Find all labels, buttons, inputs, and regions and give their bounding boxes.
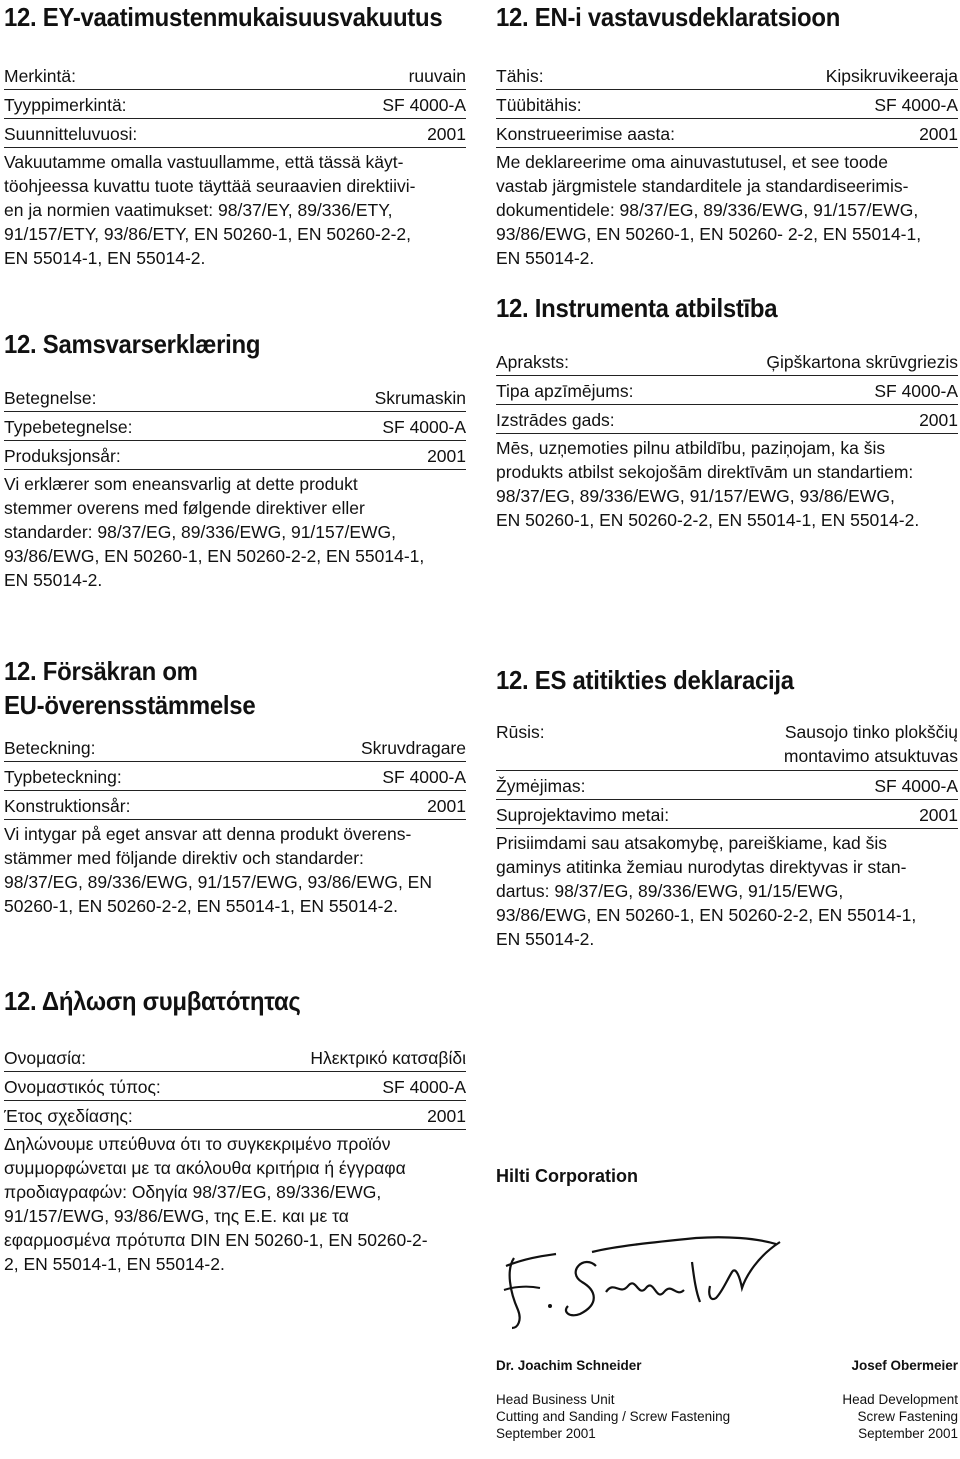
field-value: SF 4000-A xyxy=(382,417,466,437)
field-row xyxy=(496,61,958,90)
field-value: SF 4000-A xyxy=(382,767,466,787)
section-lv-statement: Mēs, uzņemoties pilnu atbildību, paziņojam, ka šis produkts atbilst sekojošām direktīvām un standartiem: 98/37/EG, 89/336/EWG, 91/157/EWG, 93/86/EWG, EN 50260-1, EN 50260-2-2, EN 55014-1, EN 55014-2. xyxy=(496,438,920,530)
field-label: Έτος σχεδίασης: xyxy=(4,1106,133,1126)
field-row xyxy=(4,1043,466,1072)
field-value: Skruvdragare xyxy=(360,738,466,758)
signer-left-name: Dr. Joachim Schneider xyxy=(496,1358,642,1373)
section-et-title: 12. EN-i vastavusdeklaratsioon xyxy=(496,2,841,32)
signer-left-details: Head Business Unit Cutting and Sanding / Screw Fastening September 2001 xyxy=(496,1392,731,1441)
field-label: Izstrādes gads: xyxy=(496,410,615,430)
section-no xyxy=(4,329,466,592)
field-value: 2001 xyxy=(427,446,466,466)
field-row xyxy=(4,733,466,762)
section-no-title: 12. Samsvarserklæring xyxy=(4,329,261,359)
field-label: Rūsis: xyxy=(496,722,545,742)
section-no-fields xyxy=(4,383,466,470)
field-value: SF 4000-A xyxy=(382,95,466,115)
field-value: Ģipškartona skrūvgriezis xyxy=(766,352,958,372)
field-label: Produksjonsår: xyxy=(4,446,121,466)
company-name: Hilti Corporation xyxy=(496,1166,638,1186)
field-label: Typebetegnelse: xyxy=(4,417,133,437)
field-row xyxy=(4,791,466,820)
field-row xyxy=(496,771,958,800)
section-fi-statement: Vakuutamme omalla vastuullamme, että tässä käyt- töohjeessa kuvattu tuote täyttää seuraavien direktiivi- en ja normien vaatimukset: 98/37/EY, 89/336/ETY, 91/157/ETY, 93/86/ETY, EN 50260-1, EN 50260-2-2, EN 55014-1, EN 55014-2. xyxy=(4,152,416,268)
section-fi xyxy=(4,2,466,270)
field-row xyxy=(496,376,958,405)
field-value: Skrumaskin xyxy=(374,388,466,408)
field-label: Tähis: xyxy=(496,66,544,86)
field-row xyxy=(496,90,958,119)
field-row xyxy=(496,119,958,148)
section-sv-fields xyxy=(4,733,466,820)
section-el-title: 12. Δήλωση συμβατότητας xyxy=(4,986,301,1016)
field-label: Typbeteckning: xyxy=(4,767,122,787)
section-lt xyxy=(496,665,958,951)
field-label: Merkintä: xyxy=(4,66,76,86)
section-no-statement: Vi erklærer som eneansvarlig at dette produkt stemmer overens med følgende direktiver eller standarder: 98/37/EG, 89/336/EWG, 91/157/EWG, 93/86/EWG, EN 50260-1, EN 50260-2-2, EN 55014-1, EN 55014-2. xyxy=(4,474,425,590)
field-value: SF 4000-A xyxy=(382,1077,466,1097)
field-row xyxy=(4,762,466,791)
field-label: Tüübitähis: xyxy=(496,95,582,115)
section-sv xyxy=(4,656,466,918)
signer-right-name: Josef Obermeier xyxy=(851,1358,958,1373)
field-label: Suunnitteluvuosi: xyxy=(4,124,138,144)
field-row xyxy=(4,90,466,119)
section-lv xyxy=(496,293,958,532)
field-label: Apraksts: xyxy=(496,352,569,372)
section-fi-title: 12. EY-vaatimustenmukaisuusvakuutus xyxy=(4,2,443,32)
field-value: ruuvain xyxy=(408,66,466,86)
field-row xyxy=(4,1072,466,1101)
section-lt-fields xyxy=(496,717,958,829)
signature-schneider xyxy=(496,1232,786,1332)
section-et-fields xyxy=(496,61,958,148)
section-sv-statement: Vi intygar på eget ansvar att denna produkt överens- stämmer med följande direktiv och standarder: 98/37/EG, 89/336/EWG, 91/157/EWG, 93/86/EWG, EN 50260-1, EN 50260-2-2, EN 55014-1, EN 55014-2. xyxy=(4,824,432,916)
section-sv-title-line1: 12. Försäkran om xyxy=(4,656,198,686)
field-row xyxy=(496,800,958,829)
field-label: Ονομαστικός τύπος: xyxy=(4,1077,161,1097)
section-el xyxy=(4,986,466,1276)
field-value: 2001 xyxy=(427,124,466,144)
field-row xyxy=(496,405,958,434)
section-et-statement: Me deklareerime oma ainuvastutusel, et see toode vastab järgmistele standarditele ja standardiseerimis- dokumentidele: 98/37/EG, 89/336/EWG, 91/157/EWG, 93/86/EWG, EN 50260-1, EN 50260- 2-2, EN 55014-1, EN 55014-2. xyxy=(496,152,922,268)
field-value: SF 4000-A xyxy=(874,381,958,401)
section-lt-statement: Prisiimdami sau atsakomybę, pareiškiame, kad šis gaminys atitinka žemiau nurodytas direktyvas ir stan- dartus: 98/37/EG, 89/336/EWG, 91/15/EWG, 93/86/EWG, EN 50260-1, EN 50260-2-2, EN 55014-1, EN 55014-2. xyxy=(496,833,917,949)
field-value: 2001 xyxy=(427,1106,466,1126)
field-value: Sausojo tinko plokščių montavimo atsuktuvas xyxy=(783,722,958,766)
field-label: Betegnelse: xyxy=(4,388,97,408)
field-label: Suprojektavimo metai: xyxy=(496,805,670,825)
section-sv-title-line2: EU-överensstämmelse xyxy=(4,690,256,720)
signature-right-block xyxy=(756,1340,958,1459)
field-row xyxy=(496,347,958,376)
section-el-fields xyxy=(4,1043,466,1130)
field-row xyxy=(4,441,466,470)
field-label: Konstruktionsår: xyxy=(4,796,131,816)
field-row xyxy=(4,412,466,441)
section-lv-title: 12. Instrumenta atbilstība xyxy=(496,293,778,323)
field-label: Tipa apzīmējums: xyxy=(496,381,634,401)
field-row xyxy=(4,383,466,412)
section-fi-fields xyxy=(4,61,466,148)
field-label: Žymėjimas: xyxy=(496,776,586,796)
field-value: Ηλεκτρικό κατσαβίδι xyxy=(310,1048,466,1068)
section-lv-fields xyxy=(496,347,958,434)
section-et xyxy=(496,2,958,270)
field-value: 2001 xyxy=(919,124,958,144)
field-row xyxy=(496,717,958,771)
field-value: SF 4000-A xyxy=(874,776,958,796)
field-value: 2001 xyxy=(919,410,958,430)
field-value: SF 4000-A xyxy=(874,95,958,115)
field-label: Beteckning: xyxy=(4,738,96,758)
field-row xyxy=(4,61,466,90)
field-row xyxy=(4,119,466,148)
field-value: 2001 xyxy=(919,805,958,825)
field-label: Ονομασία: xyxy=(4,1048,86,1068)
field-value: Kipsikruvikeeraja xyxy=(825,66,958,86)
field-row xyxy=(4,1101,466,1130)
signer-right-details: Head Development Screw Fastening September 2001 xyxy=(842,1392,958,1441)
section-lt-title: 12. ES atitikties deklaracija xyxy=(496,665,794,695)
signature-left-block xyxy=(496,1340,756,1459)
field-label: Konstrueerimise aasta: xyxy=(496,124,675,144)
field-value: 2001 xyxy=(427,796,466,816)
section-el-statement: Δηλώνουμε υπεύθυνα ότι το συγκεκριμένο προϊόν συμμορφώνεται με τα ακόλουθα κριτήρια ή έγγραφα προδιαγραφών: Οδηγία 98/37/EG, 89/336/EWG, 91/157/EWG, 93/86/EWG, της Ε.Ε. και με τα εφαρμοσμένα πρότυπα DIN EN 50260-1, EN 50260-2- 2, EN 55014-1, EN 55014-2. xyxy=(4,1134,428,1274)
field-label: Tyyppimerkintä: xyxy=(4,95,127,115)
